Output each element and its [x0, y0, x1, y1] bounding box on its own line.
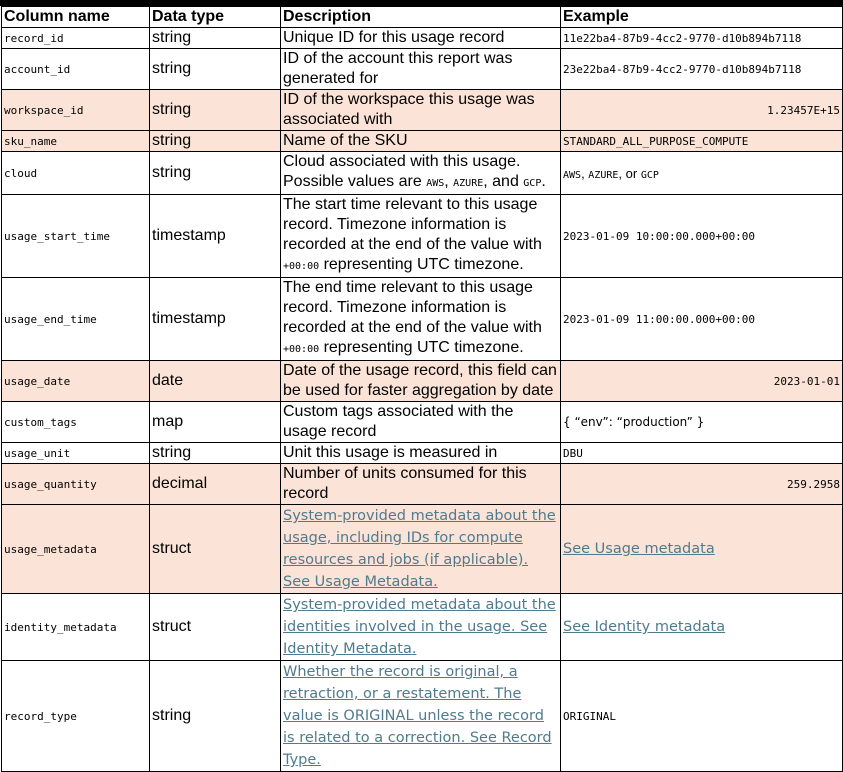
usage-metadata-example-link[interactable]: See Usage metadata	[561, 505, 843, 594]
column-name-cell[interactable]: record_id	[2, 28, 150, 49]
table-row	[2, 90, 843, 131]
example-cell[interactable]: 1.23457E+15	[561, 90, 843, 131]
column-name-cell[interactable]: usage_unit	[2, 443, 150, 464]
table-row	[2, 505, 843, 594]
table-row	[2, 402, 843, 443]
data-type-cell[interactable]: struct	[150, 505, 281, 594]
data-type-cell[interactable]: string	[150, 131, 281, 152]
description-text: .	[541, 173, 546, 190]
column-name-cell[interactable]: account_id	[2, 49, 150, 90]
header-column-name[interactable]: Column name	[2, 7, 150, 28]
column-name-cell[interactable]: custom_tags	[2, 402, 150, 443]
description-cell[interactable]: ID of the account this report was generated for	[281, 49, 561, 90]
data-type-cell[interactable]: timestamp	[150, 278, 281, 361]
example-text: , or	[618, 165, 641, 181]
record-type-link[interactable]: Whether the record is original, a retraction, or a restatement. The value is ORIGINAL unless the record is related to a correction. See Record Type.	[281, 661, 561, 772]
data-type-cell[interactable]: map	[150, 402, 281, 443]
cloud-value-code: AWS	[426, 178, 445, 189]
data-type-cell[interactable]: string	[150, 661, 281, 772]
table-row	[2, 443, 843, 464]
description-text: representing UTC timezone.	[319, 256, 524, 273]
column-name-cell[interactable]: workspace_id	[2, 90, 150, 131]
cloud-value-code: GCP	[640, 169, 659, 181]
description-text: ,	[444, 173, 454, 190]
description-cell[interactable]: ID of the workspace this usage was associated with	[281, 90, 561, 131]
data-type-cell[interactable]: string	[150, 28, 281, 49]
example-cell[interactable]: 259.2958	[561, 464, 843, 505]
column-name-cell[interactable]: usage_metadata	[2, 505, 150, 594]
timezone-code: +00:00	[283, 344, 320, 355]
header-example[interactable]: Example	[561, 7, 843, 28]
description-cell[interactable]: Number of units consumed for this record	[281, 464, 561, 505]
table-row	[2, 195, 843, 278]
example-cell[interactable]	[561, 152, 843, 195]
header-row	[2, 7, 843, 28]
description-text: The start time relevant to this usage record. Timezone information is recorded at the end of the value with	[283, 196, 542, 253]
example-cell[interactable]: DBU	[561, 443, 843, 464]
column-name-cell[interactable]: record_type	[2, 661, 150, 772]
example-cell[interactable]: 2023-01-09 10:00:00.000+00:00	[561, 195, 843, 278]
data-type-cell[interactable]: struct	[150, 594, 281, 661]
column-name-cell[interactable]: identity_metadata	[2, 594, 150, 661]
timezone-code: +00:00	[283, 261, 320, 272]
data-type-cell[interactable]: string	[150, 49, 281, 90]
cloud-value-code: GCP	[523, 178, 542, 189]
column-name-cell[interactable]: cloud	[2, 152, 150, 195]
identity-metadata-example-link[interactable]: See Identity metadata	[561, 594, 843, 661]
example-text: ,	[581, 165, 589, 181]
table-row	[2, 49, 843, 90]
example-cell[interactable]: STANDARD_ALL_PURPOSE_COMPUTE	[561, 131, 843, 152]
cloud-value-code: AWS	[563, 169, 582, 181]
table-row	[2, 361, 843, 402]
example-cell[interactable]: { “env”: “production” }	[561, 402, 843, 443]
table-row	[2, 28, 843, 49]
description-cell[interactable]	[281, 152, 561, 195]
data-type-cell[interactable]: string	[150, 90, 281, 131]
example-cell[interactable]: ORIGINAL	[561, 661, 843, 772]
data-type-cell[interactable]: date	[150, 361, 281, 402]
description-cell[interactable]: Unit this usage is measured in	[281, 443, 561, 464]
data-type-cell[interactable]: string	[150, 443, 281, 464]
cloud-value-code: AZURE	[588, 169, 619, 181]
usage-schema-table	[1, 6, 843, 772]
description-cell[interactable]: Custom tags associated with the usage record	[281, 402, 561, 443]
table-row	[2, 278, 843, 361]
cloud-value-code: AZURE	[453, 178, 484, 189]
example-cell[interactable]: 2023-01-09 11:00:00.000+00:00	[561, 278, 843, 361]
table-row	[2, 594, 843, 661]
description-cell[interactable]: Name of the SKU	[281, 131, 561, 152]
column-name-cell[interactable]: usage_start_time	[2, 195, 150, 278]
data-type-cell[interactable]: string	[150, 152, 281, 195]
table-row	[2, 131, 843, 152]
description-cell[interactable]	[281, 278, 561, 361]
table-row	[2, 464, 843, 505]
example-cell[interactable]: 11e22ba4-87b9-4cc2-9770-d10b894b7118	[561, 28, 843, 49]
usage-metadata-link[interactable]: System-provided metadata about the usage, including IDs for compute resources and jobs (if applicable). See Usage Metadata.	[281, 505, 561, 594]
description-text: representing UTC timezone.	[319, 339, 524, 356]
header-data-type[interactable]: Data type	[150, 7, 281, 28]
description-cell[interactable]: Unique ID for this usage record	[281, 28, 561, 49]
description-text: Cloud associated with this usage. Possible values are	[283, 153, 521, 190]
description-cell[interactable]	[281, 195, 561, 278]
table-row	[2, 661, 843, 772]
description-text: The end time relevant to this usage record. Timezone information is recorded at the end of the value with	[283, 279, 542, 336]
column-name-cell[interactable]: usage_date	[2, 361, 150, 402]
column-name-cell[interactable]: sku_name	[2, 131, 150, 152]
identity-metadata-link[interactable]: System-provided metadata about the identities involved in the usage. See Identity Metadata.	[281, 594, 561, 661]
data-type-cell[interactable]: decimal	[150, 464, 281, 505]
example-cell[interactable]: 2023-01-01	[561, 361, 843, 402]
table-row	[2, 152, 843, 195]
header-description[interactable]: Description	[281, 7, 561, 28]
column-name-cell[interactable]: usage_end_time	[2, 278, 150, 361]
column-name-cell[interactable]: usage_quantity	[2, 464, 150, 505]
data-type-cell[interactable]: timestamp	[150, 195, 281, 278]
description-cell[interactable]: Date of the usage record, this field can be used for faster aggregation by date	[281, 361, 561, 402]
example-cell[interactable]: 23e22ba4-87b9-4cc2-9770-d10b894b7118	[561, 49, 843, 90]
description-text: , and	[483, 173, 524, 190]
